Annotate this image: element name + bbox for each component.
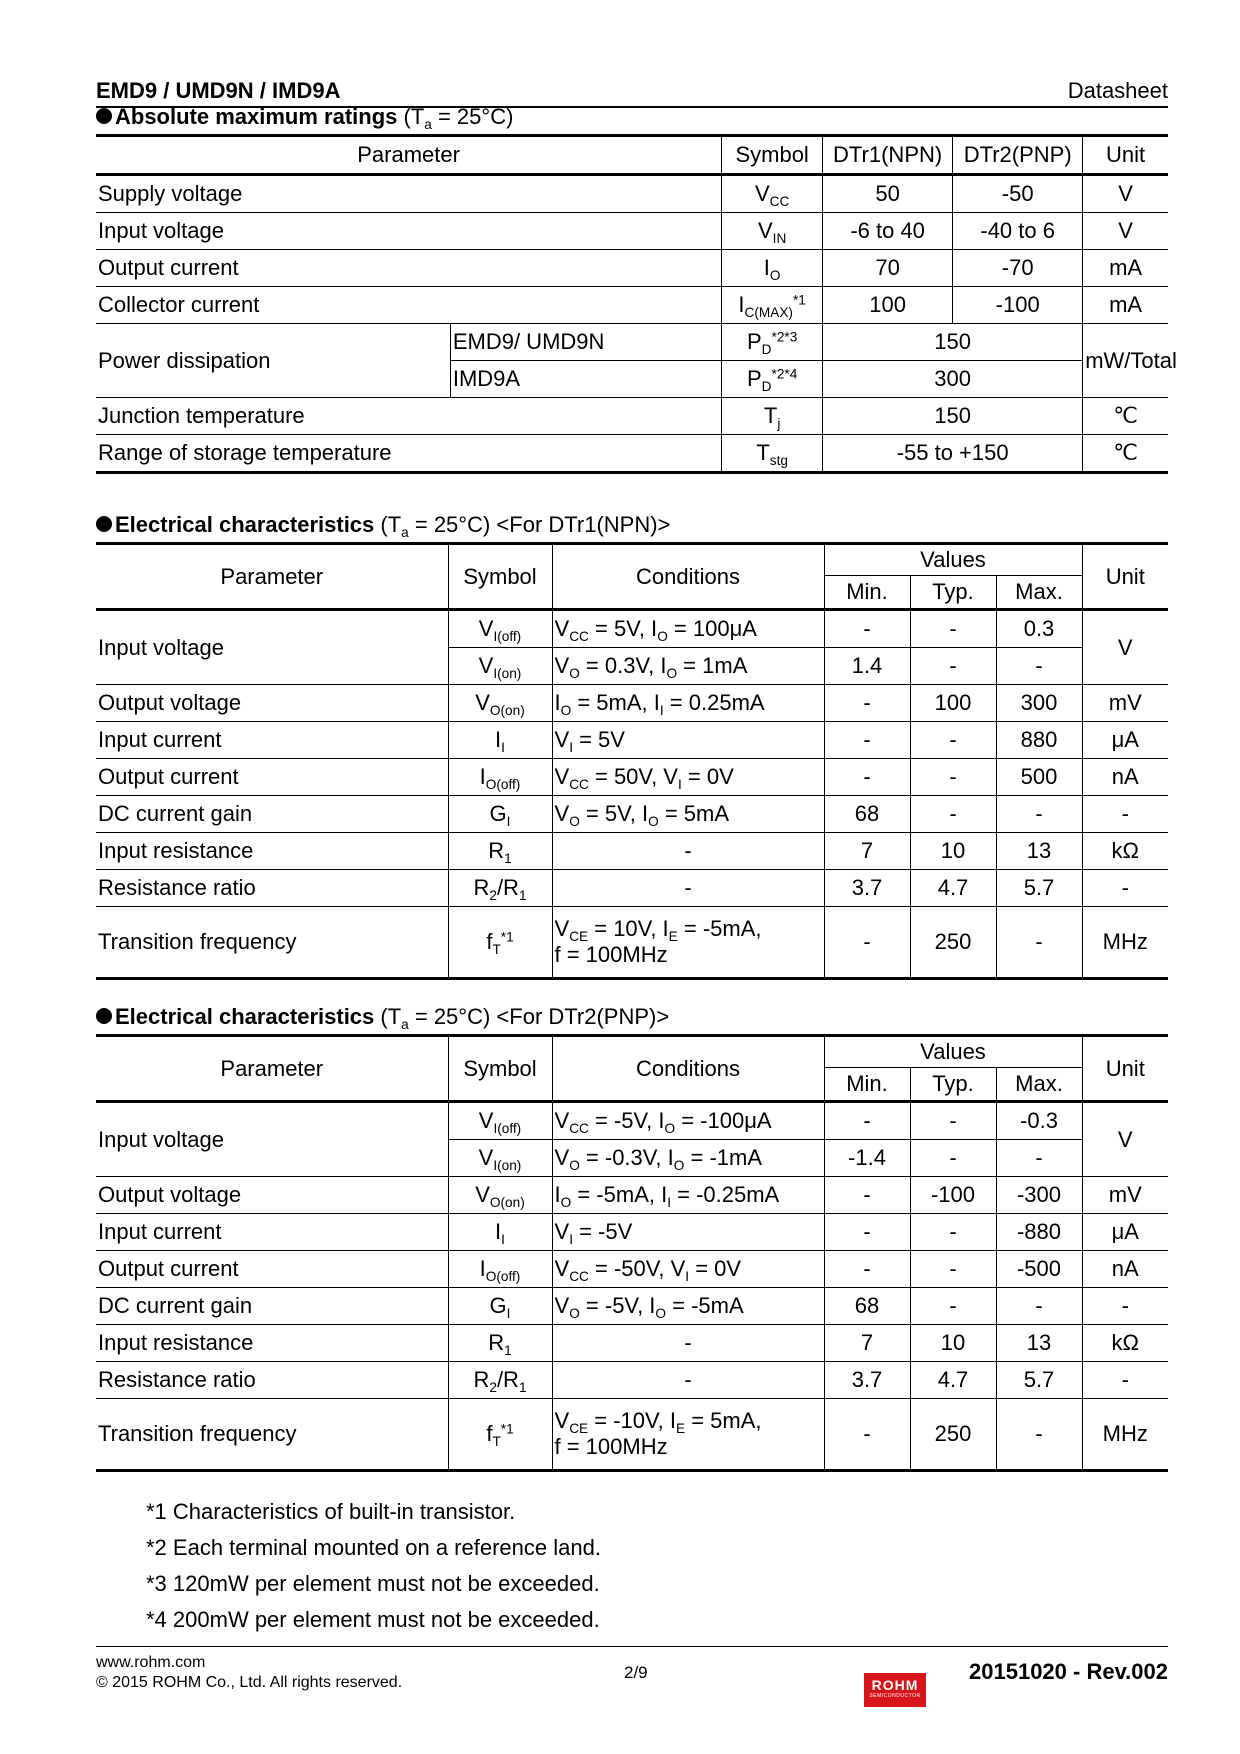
param-cell: Output voltage: [96, 1177, 448, 1214]
condition-cell: $V_O = 0.3V$, $I_O = 1mA$: [552, 648, 824, 685]
unit-cell: ℃: [1083, 398, 1168, 435]
max-cell: -300: [996, 1177, 1082, 1214]
min-cell: -: [824, 610, 910, 648]
col-header-max: Max.: [996, 576, 1082, 610]
symbol-cell: $R_2/R_1$: [448, 870, 552, 907]
footnote: *2 Each terminal mounted on a reference land.: [146, 1535, 601, 1560]
copyright: © 2015 ROHM Co., Ltd. All rights reserved.: [96, 1674, 403, 1691]
max-cell: 13: [996, 1325, 1082, 1362]
pnp-electrical-table: [96, 1034, 1168, 1472]
param-cell: Transition frequency: [96, 907, 448, 979]
condition-cell: -: [552, 870, 824, 907]
unit-cell: V: [1083, 175, 1168, 213]
typ-cell: -: [910, 1102, 996, 1140]
unit-cell: -: [1082, 796, 1168, 833]
npn-section-title: Electrical characteristics $(T_a = 25^\circ C) <For$ DTr1(NPN)>: [96, 512, 670, 538]
typ-cell: -: [910, 759, 996, 796]
footnote: *4 200mW per element must not be exceeded.: [146, 1607, 600, 1632]
unit-cell: mV: [1082, 1177, 1168, 1214]
param-cell: Junction temperature: [96, 398, 722, 435]
max-cell: -880: [996, 1214, 1082, 1251]
value-cell: 50: [823, 175, 953, 213]
col-header-typ: Typ.: [910, 1068, 996, 1102]
symbol-cell: $V_{O(on)}$: [448, 685, 552, 722]
param-cell: Input current: [96, 1214, 448, 1251]
typ-cell: -100: [910, 1177, 996, 1214]
typ-cell: 250: [910, 1399, 996, 1471]
symbol-cell: $I_{O(off)}$: [448, 759, 552, 796]
table-row: [96, 435, 1168, 473]
typ-cell: -: [910, 610, 996, 648]
unit-cell: kΩ: [1082, 1325, 1168, 1362]
value-cell: 300: [823, 361, 1083, 398]
unit-cell: V: [1082, 1102, 1168, 1177]
symbol-cell: $I_{C(MAX)}^{*1}$: [722, 287, 823, 324]
bullet-icon: [96, 1008, 112, 1024]
col-header-dtr1: DTr1(NPN): [823, 136, 953, 175]
min-cell: 68: [824, 1288, 910, 1325]
symbol-cell: $I_{O(off)}$: [448, 1251, 552, 1288]
min-cell: -: [824, 1399, 910, 1471]
revision: 20151020 - Rev.002: [969, 1659, 1168, 1684]
table-row: [96, 833, 1168, 870]
value-cell: -6 to 40: [823, 213, 953, 250]
symbol-cell: $I_I$: [448, 722, 552, 759]
pnp-section-title: Electrical characteristics $(T_a = 25^\circ C) <For$ DTr2(PNP)>: [96, 1004, 669, 1030]
unit-cell: V: [1082, 610, 1168, 685]
col-header-unit: Unit: [1082, 1036, 1168, 1102]
col-header-typ: Typ.: [910, 576, 996, 610]
symbol-cell: $I_O$: [722, 250, 823, 287]
min-cell: -: [824, 1214, 910, 1251]
col-header-unit: Unit: [1082, 544, 1168, 610]
min-cell: -: [824, 722, 910, 759]
max-cell: -: [996, 796, 1082, 833]
unit-cell: nA: [1082, 1251, 1168, 1288]
condition-cell: $I_O = 5mA$, $I_I = 0.25mA$: [552, 685, 824, 722]
unit-cell: mW/Total: [1083, 324, 1168, 398]
max-cell: 0.3: [996, 610, 1082, 648]
col-header-min: Min.: [824, 1068, 910, 1102]
typ-cell: 10: [910, 833, 996, 870]
value-cell: -50: [953, 175, 1083, 213]
table-row: [96, 250, 1168, 287]
condition-cell: $V_O = 5V$, $I_O = 5mA$: [552, 796, 824, 833]
table-row: [96, 1214, 1168, 1251]
col-header-max: Max.: [996, 1068, 1082, 1102]
table-row: [96, 610, 1168, 648]
unit-cell: mA: [1083, 250, 1168, 287]
footnote: *3 120mW per element must not be exceeded.: [146, 1571, 600, 1596]
table-row: [96, 213, 1168, 250]
condition-cell: $V_I = 5V$: [552, 722, 824, 759]
condition-cell: $V_O = -5V$, $I_O = -5mA$: [552, 1288, 824, 1325]
max-cell: -: [996, 1399, 1082, 1471]
bullet-icon: [96, 516, 112, 532]
symbol-cell: $V_{I(on)}$: [448, 648, 552, 685]
unit-cell: μA: [1082, 1214, 1168, 1251]
typ-cell: -: [910, 1251, 996, 1288]
symbol-cell: $V_{O(on)}$: [448, 1177, 552, 1214]
col-header-parameter: Parameter: [96, 544, 448, 610]
max-cell: -: [996, 648, 1082, 685]
max-cell: 13: [996, 833, 1082, 870]
unit-cell: mA: [1083, 287, 1168, 324]
footnote: *1 Characteristics of built-in transistor.: [146, 1499, 516, 1524]
param-cell: Output voltage: [96, 685, 448, 722]
param-cell: Resistance ratio: [96, 1362, 448, 1399]
param-cell: Power dissipation: [96, 324, 450, 398]
typ-cell: 10: [910, 1325, 996, 1362]
value-cell: -55 to +150: [823, 435, 1083, 473]
table-row: [96, 907, 1168, 979]
table-row: [96, 398, 1168, 435]
symbol-cell: $R_1$: [448, 1325, 552, 1362]
symbol-cell: $V_{IN}$: [722, 213, 823, 250]
min-cell: 7: [824, 833, 910, 870]
table-row: [96, 1288, 1168, 1325]
symbol-cell: $I_I$: [448, 1214, 552, 1251]
symbol-cell: $G_I$: [448, 796, 552, 833]
typ-cell: -: [910, 1288, 996, 1325]
col-header-symbol: Symbol: [722, 136, 823, 175]
max-cell: 5.7: [996, 870, 1082, 907]
param-cell: Transition frequency: [96, 1399, 448, 1471]
param-cell: Output current: [96, 250, 722, 287]
param-cell: Output current: [96, 1251, 448, 1288]
unit-cell: mV: [1082, 685, 1168, 722]
unit-cell: -: [1082, 1288, 1168, 1325]
min-cell: -1.4: [824, 1140, 910, 1177]
max-cell: -: [996, 1140, 1082, 1177]
typ-cell: -: [910, 722, 996, 759]
typ-cell: -: [910, 648, 996, 685]
symbol-cell: $R_2/R_1$: [448, 1362, 552, 1399]
unit-cell: V: [1083, 213, 1168, 250]
symbol-cell: $T_j$: [722, 398, 823, 435]
col-header-conditions: Conditions: [552, 1036, 824, 1102]
value-cell: 150: [823, 324, 1083, 361]
param-cell: DC current gain: [96, 796, 448, 833]
typ-cell: -: [910, 796, 996, 833]
symbol-cell: $P_D^{*2*3}$: [722, 324, 823, 361]
table-row: [96, 1399, 1168, 1471]
max-cell: -: [996, 1288, 1082, 1325]
condition-cell: -: [552, 1362, 824, 1399]
condition-cell: $V_{CC} = 5V$, $I_O = 100\mu A$: [552, 610, 824, 648]
unit-cell: nA: [1082, 759, 1168, 796]
min-cell: 1.4: [824, 648, 910, 685]
unit-cell: MHz: [1082, 907, 1168, 979]
typ-cell: 250: [910, 907, 996, 979]
table-row: [96, 324, 1168, 361]
rohm-logo: ROHM SEMICONDUCTOR: [864, 1673, 926, 1707]
symbol-cell: $P_D^{*2*4}$: [722, 361, 823, 398]
package-cell: EMD9/ UMD9N: [450, 324, 721, 361]
page-number: 2/9: [624, 1663, 648, 1682]
table-row: [96, 175, 1168, 213]
table-row: [96, 685, 1168, 722]
condition-cell: $V_{CC} = -50V$, $V_I = 0V$: [552, 1251, 824, 1288]
param-cell: Collector current: [96, 287, 722, 324]
col-header-parameter: Parameter: [96, 136, 722, 175]
value-cell: -70: [953, 250, 1083, 287]
npn-electrical-table: [96, 542, 1168, 980]
table-header-row: [96, 1036, 1168, 1068]
typ-cell: -: [910, 1140, 996, 1177]
condition-cell: $V_{CC} = 50V$, $V_I = 0V$: [552, 759, 824, 796]
param-cell: Input resistance: [96, 1325, 448, 1362]
min-cell: -: [824, 685, 910, 722]
col-header-values: Values: [824, 1036, 1082, 1068]
max-cell: 880: [996, 722, 1082, 759]
value-cell: -100: [953, 287, 1083, 324]
typ-cell: 4.7: [910, 1362, 996, 1399]
table-header-row: [96, 136, 1168, 175]
condition-cell: $I_O = -5mA$, $I_I = -0.25mA$: [552, 1177, 824, 1214]
unit-cell: -: [1082, 1362, 1168, 1399]
typ-cell: -: [910, 1214, 996, 1251]
value-cell: 150: [823, 398, 1083, 435]
condition-cell: -: [552, 833, 824, 870]
website-link[interactable]: www.rohm.com: [96, 1654, 206, 1671]
col-header-values: Values: [824, 544, 1082, 576]
col-header-dtr2: DTr2(PNP): [953, 136, 1083, 175]
value-cell: -40 to 6: [953, 213, 1083, 250]
col-header-symbol: Symbol: [448, 544, 552, 610]
min-cell: 68: [824, 796, 910, 833]
symbol-cell: $V_{CC}$: [722, 175, 823, 213]
min-cell: 3.7: [824, 870, 910, 907]
footnotes: [146, 1494, 601, 1638]
unit-cell: ℃: [1083, 435, 1168, 473]
table-row: [96, 1362, 1168, 1399]
condition-cell: $V_I = -5V$: [552, 1214, 824, 1251]
table-row: [96, 796, 1168, 833]
abs-max-table: [96, 134, 1177, 474]
table-row: [96, 1325, 1168, 1362]
document-type: Datasheet: [1067, 78, 1168, 103]
max-cell: -0.3: [996, 1102, 1082, 1140]
symbol-cell: $f_T^{*1}$: [448, 907, 552, 979]
bullet-icon: [96, 108, 112, 124]
col-header-parameter: Parameter: [96, 1036, 448, 1102]
symbol-cell: $R_1$: [448, 833, 552, 870]
max-cell: 300: [996, 685, 1082, 722]
symbol-cell: $G_I$: [448, 1288, 552, 1325]
unit-cell: -: [1082, 870, 1168, 907]
min-cell: -: [824, 1251, 910, 1288]
condition-cell: -: [552, 1325, 824, 1362]
param-cell: Input voltage: [96, 213, 722, 250]
condition-cell: $V_{CE} = -10V$, $I_E = 5mA$, f = 100MHz: [552, 1399, 824, 1471]
param-cell: Resistance ratio: [96, 870, 448, 907]
col-header-unit: Unit: [1083, 136, 1168, 175]
symbol-cell: $T_{stg}$: [722, 435, 823, 473]
package-cell: IMD9A: [450, 361, 721, 398]
symbol-cell: $V_{I(on)}$: [448, 1140, 552, 1177]
max-cell: -500: [996, 1251, 1082, 1288]
condition-cell: $V_O = -0.3V$, $I_O = -1mA$: [552, 1140, 824, 1177]
max-cell: 5.7: [996, 1362, 1082, 1399]
symbol-cell: $f_T^{*1}$: [448, 1399, 552, 1471]
table-row: [96, 287, 1168, 324]
min-cell: 7: [824, 1325, 910, 1362]
col-header-min: Min.: [824, 576, 910, 610]
table-row: [96, 722, 1168, 759]
abs-max-section-title: Absolute maximum ratings $(T_a = 25^\circ C)$: [96, 104, 513, 130]
footer-left: [96, 1653, 402, 1693]
symbol-cell: $V_{I(off)}$: [448, 1102, 552, 1140]
page-footer: [96, 1646, 1168, 1699]
table-row: [96, 1251, 1168, 1288]
unit-cell: μA: [1082, 722, 1168, 759]
min-cell: -: [824, 1102, 910, 1140]
typ-cell: 4.7: [910, 870, 996, 907]
param-cell: Input current: [96, 722, 448, 759]
param-cell: Supply voltage: [96, 175, 722, 213]
unit-cell: kΩ: [1082, 833, 1168, 870]
table-row: [96, 1177, 1168, 1214]
symbol-cell: $V_{I(off)}$: [448, 610, 552, 648]
param-cell: Input voltage: [96, 1102, 448, 1177]
max-cell: -: [996, 907, 1082, 979]
document-title: EMD9 / UMD9N / IMD9A: [96, 78, 341, 103]
max-cell: 500: [996, 759, 1082, 796]
typ-cell: 100: [910, 685, 996, 722]
param-cell: Range of storage temperature: [96, 435, 722, 473]
col-header-symbol: Symbol: [448, 1036, 552, 1102]
table-row: [96, 759, 1168, 796]
condition-cell: $V_{CC} = -5V$, $I_O = -100\mu A$: [552, 1102, 824, 1140]
table-row: [96, 870, 1168, 907]
min-cell: -: [824, 907, 910, 979]
table-header-row: [96, 544, 1168, 576]
unit-cell: MHz: [1082, 1399, 1168, 1471]
table-row: [96, 1102, 1168, 1140]
min-cell: -: [824, 759, 910, 796]
col-header-conditions: Conditions: [552, 544, 824, 610]
param-cell: DC current gain: [96, 1288, 448, 1325]
param-cell: Input voltage: [96, 610, 448, 685]
condition-cell: $V_{CE} = 10V$, $I_E = -5mA$, f = 100MHz: [552, 907, 824, 979]
min-cell: 3.7: [824, 1362, 910, 1399]
param-cell: Input resistance: [96, 833, 448, 870]
param-cell: Output current: [96, 759, 448, 796]
value-cell: 100: [823, 287, 953, 324]
value-cell: 70: [823, 250, 953, 287]
min-cell: -: [824, 1177, 910, 1214]
